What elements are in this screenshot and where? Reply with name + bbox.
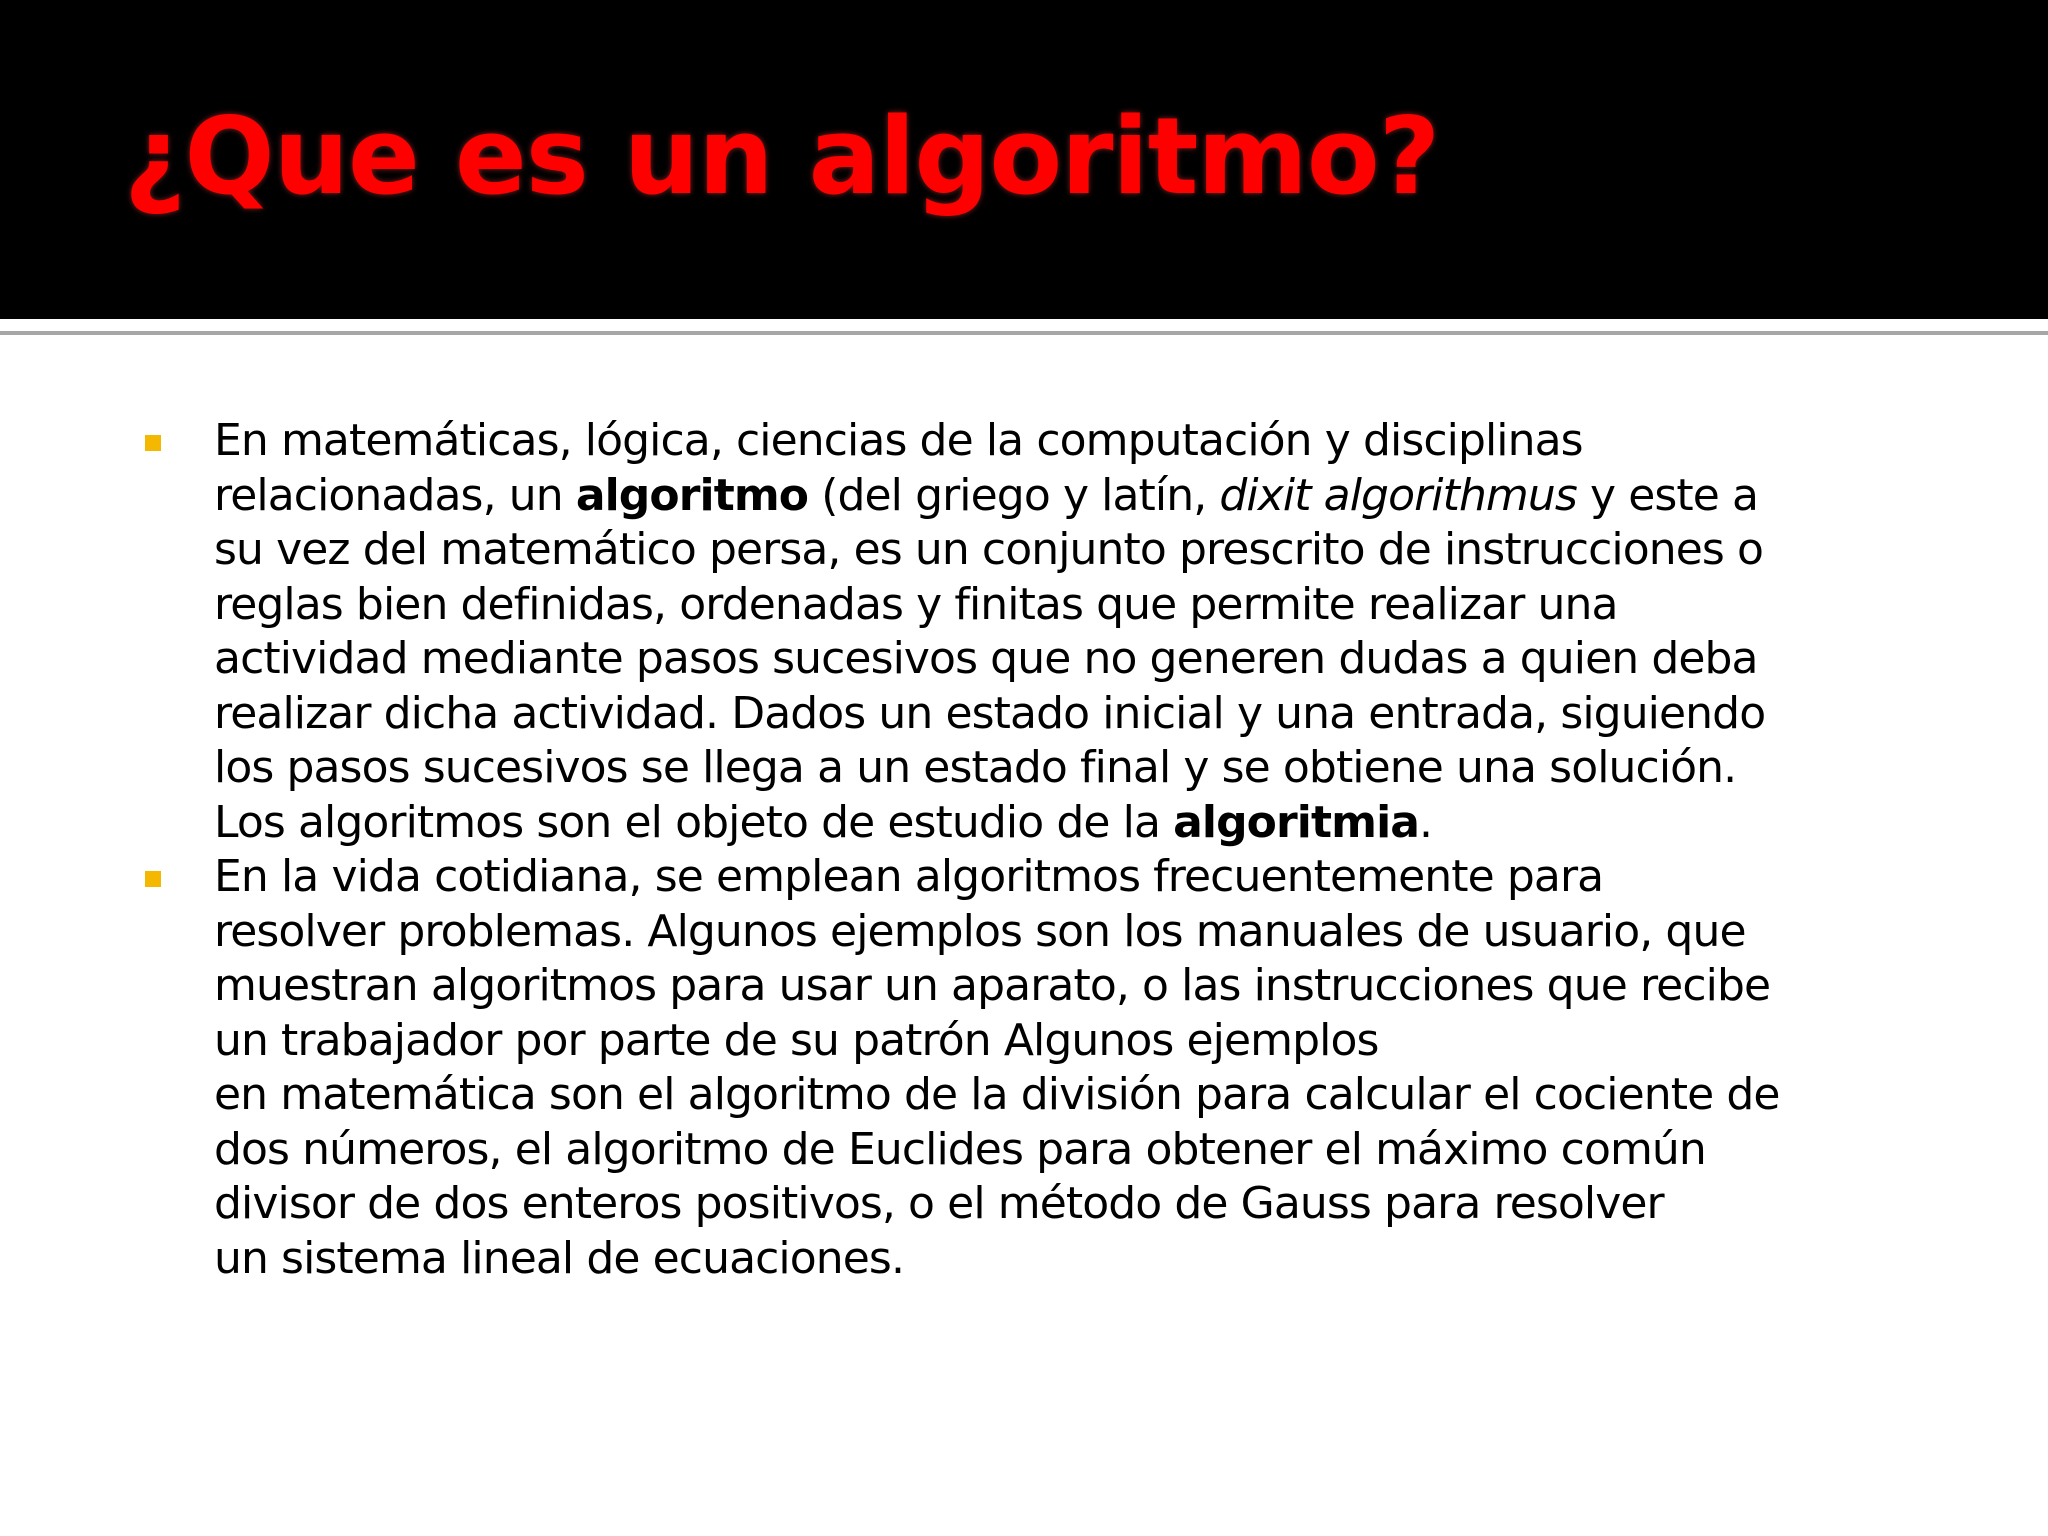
text-line: reglas bien definidas, ordenadas y finitas que permite realizar una [214, 578, 1618, 630]
title-divider [0, 331, 2048, 335]
text-line: Los algoritmos son el objeto de estudio de la algoritmia. [214, 796, 1433, 848]
bullet-list [140, 414, 1920, 1286]
text-line: realizar dicha actividad. Dados un estado inicial y una entrada, siguiendo [214, 687, 1766, 739]
bold-term: algoritmia [1173, 796, 1420, 848]
text-line: en matemática son el algoritmo de la división para calcular el cociente de [214, 1069, 1780, 1120]
square-bullet-icon [145, 871, 161, 887]
text-line: muestran algoritmos para usar un aparato, o las instrucciones que recibe [214, 960, 1771, 1011]
title-bar [0, 0, 2048, 319]
text-line: En matemáticas, lógica, ciencias de la computación y disciplinas [214, 415, 1583, 466]
text-line: resolver problemas. Algunos ejemplos son los manuales de usuario, que [214, 905, 1746, 957]
text-line: un sistema lineal de ecuaciones. [214, 1232, 905, 1284]
bullet-item [140, 414, 1920, 850]
text-line: un trabajador por parte de su patrón Algunos ejemplos [214, 1014, 1379, 1066]
text-line: los pasos sucesivos se llega a un estado final y se obtiene una solución. [214, 742, 1737, 793]
bullet-item [140, 850, 1920, 1286]
text-line: divisor de dos enteros positivos, o el método de Gauss para resolver [214, 1178, 1664, 1229]
text-line: actividad mediante pasos sucesivos que no generen dudas a quien deba [214, 633, 1758, 684]
text-line: su vez del matemático persa, es un conjunto prescrito de instrucciones o [214, 524, 1764, 575]
bold-term: algoritmo [575, 469, 809, 521]
slide-title: ¿Que es un algoritmo? [124, 95, 1440, 218]
square-bullet-icon [145, 435, 161, 451]
text-line: En la vida cotidiana, se emplean algoritmos frecuentemente para [214, 851, 1604, 902]
text-line: relacionadas, un algoritmo (del griego y latín, dixit algorithmus y este a [214, 469, 1759, 521]
italic-term: dixit algorithmus [1219, 469, 1577, 521]
text-line: dos números, el algoritmo de Euclides para obtener el máximo común [214, 1123, 1706, 1175]
